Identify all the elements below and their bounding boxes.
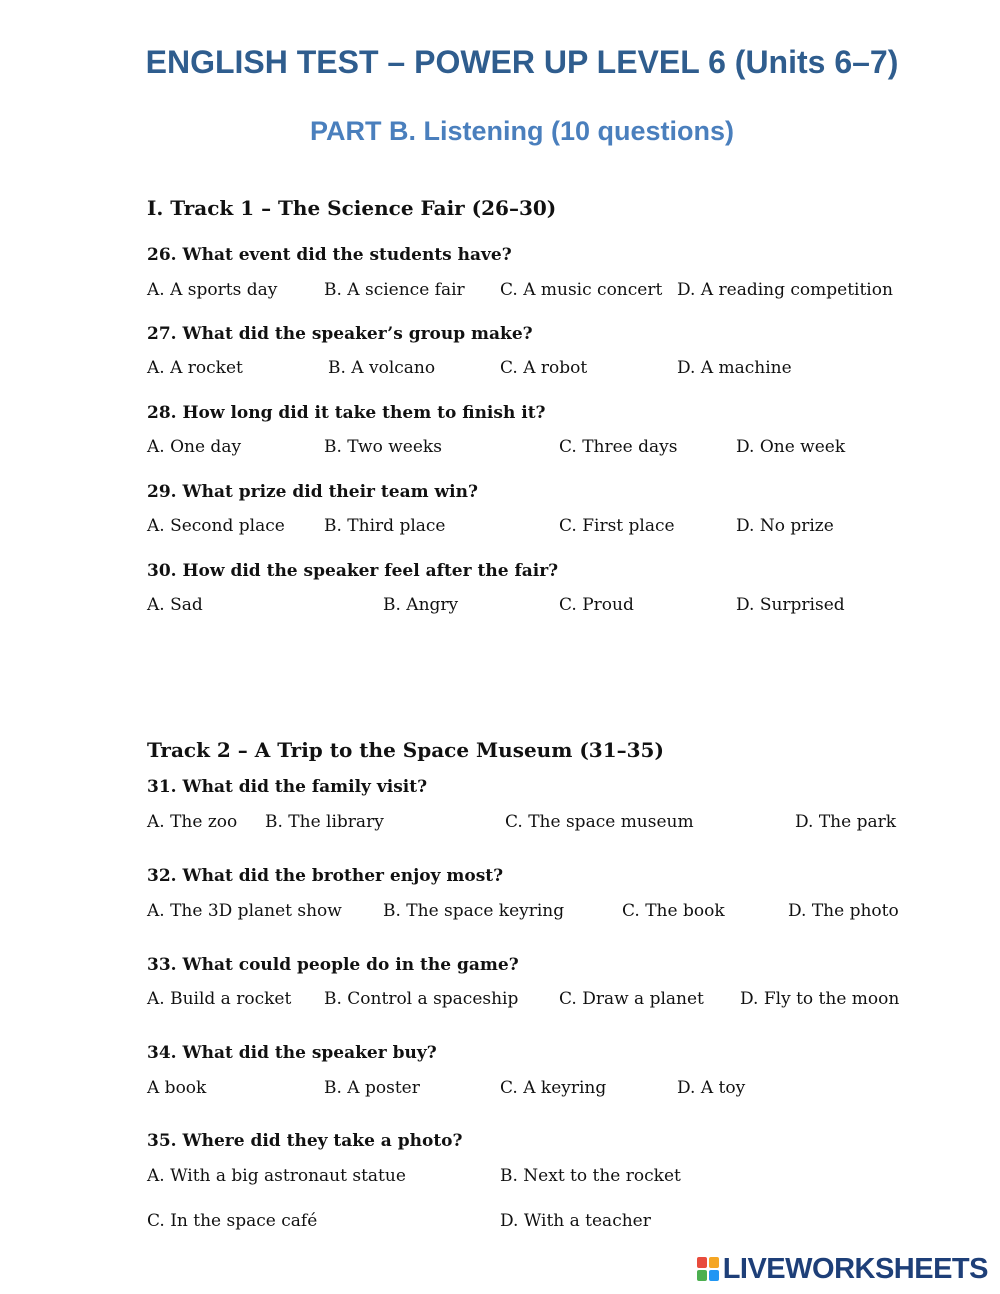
option-33c[interactable]: C. Draw a planet bbox=[559, 989, 704, 1009]
option-35d[interactable]: D. With a teacher bbox=[500, 1211, 651, 1231]
option-30a[interactable]: A. Sad bbox=[147, 595, 203, 615]
option-35a[interactable]: A. With a big astronaut statue bbox=[147, 1166, 406, 1186]
option-28a[interactable]: A. One day bbox=[147, 437, 242, 457]
question-28: 28. How long did it take them to finish it? bbox=[147, 403, 546, 423]
question-31: 31. What did the family visit? bbox=[147, 777, 428, 797]
option-31c[interactable]: C. The space museum bbox=[505, 812, 694, 832]
option-34a[interactable]: A book bbox=[147, 1078, 207, 1098]
option-31b[interactable]: B. The library bbox=[265, 812, 384, 832]
liveworksheets-logo-icon bbox=[697, 1257, 719, 1281]
track1-heading: I. Track 1 – The Science Fair (26–30) bbox=[147, 196, 557, 220]
track2-heading: Track 2 – A Trip to the Space Museum (31–35) bbox=[147, 738, 664, 762]
option-30b[interactable]: B. Angry bbox=[383, 595, 459, 615]
option-34b[interactable]: B. A poster bbox=[324, 1078, 420, 1098]
option-32d[interactable]: D. The photo bbox=[788, 901, 899, 921]
question-29: 29. What prize did their team win? bbox=[147, 482, 478, 502]
option-28b[interactable]: B. Two weeks bbox=[324, 437, 442, 457]
logo-text: LIVEWORKSHEETS bbox=[722, 1252, 988, 1285]
option-28d[interactable]: D. One week bbox=[736, 437, 846, 457]
option-28c[interactable]: C. Three days bbox=[559, 437, 678, 457]
option-34d[interactable]: D. A toy bbox=[677, 1078, 746, 1098]
option-26b[interactable]: B. A science fair bbox=[324, 280, 465, 300]
option-33a[interactable]: A. Build a rocket bbox=[147, 989, 292, 1009]
option-29c[interactable]: C. First place bbox=[559, 516, 675, 536]
option-30d[interactable]: D. Surprised bbox=[736, 595, 845, 615]
option-27d[interactable]: D. A machine bbox=[677, 358, 792, 378]
option-27a[interactable]: A. A rocket bbox=[147, 358, 243, 378]
option-29a[interactable]: A. Second place bbox=[147, 516, 285, 536]
question-35: 35. Where did they take a photo? bbox=[147, 1131, 463, 1151]
liveworksheets-logo[interactable] bbox=[697, 1252, 988, 1286]
page-title: ENGLISH TEST – POWER UP LEVEL 6 (Units 6–7) bbox=[145, 44, 899, 80]
option-32b[interactable]: B. The space keyring bbox=[383, 901, 565, 921]
option-35c[interactable]: C. In the space café bbox=[147, 1211, 318, 1231]
question-30: 30. How did the speaker feel after the fair? bbox=[147, 561, 559, 581]
option-26c[interactable]: C. A music concert bbox=[500, 280, 663, 300]
question-32: 32. What did the brother enjoy most? bbox=[147, 866, 504, 886]
option-33d[interactable]: D. Fly to the moon bbox=[740, 989, 900, 1009]
option-32a[interactable]: A. The 3D planet show bbox=[147, 901, 342, 921]
question-34: 34. What did the speaker buy? bbox=[147, 1043, 437, 1063]
option-26a[interactable]: A. A sports day bbox=[147, 280, 278, 300]
question-33: 33. What could people do in the game? bbox=[147, 955, 519, 975]
part-subtitle: PART B. Listening (10 questions) bbox=[309, 116, 735, 146]
question-26: 26. What event did the students have? bbox=[147, 245, 512, 265]
option-27c[interactable]: C. A robot bbox=[500, 358, 588, 378]
option-31a[interactable]: A. The zoo bbox=[147, 812, 238, 832]
option-29b[interactable]: B. Third place bbox=[324, 516, 446, 536]
option-31d[interactable]: D. The park bbox=[795, 812, 897, 832]
option-26d[interactable]: D. A reading competition bbox=[677, 280, 893, 300]
option-27b[interactable]: B. A volcano bbox=[328, 358, 436, 378]
option-32c[interactable]: C. The book bbox=[622, 901, 725, 921]
option-29d[interactable]: D. No prize bbox=[736, 516, 834, 536]
option-34c[interactable]: C. A keyring bbox=[500, 1078, 607, 1098]
option-30c[interactable]: C. Proud bbox=[559, 595, 634, 615]
option-35b[interactable]: B. Next to the rocket bbox=[500, 1166, 681, 1186]
question-27: 27. What did the speaker’s group make? bbox=[147, 324, 533, 344]
option-33b[interactable]: B. Control a spaceship bbox=[324, 989, 519, 1009]
